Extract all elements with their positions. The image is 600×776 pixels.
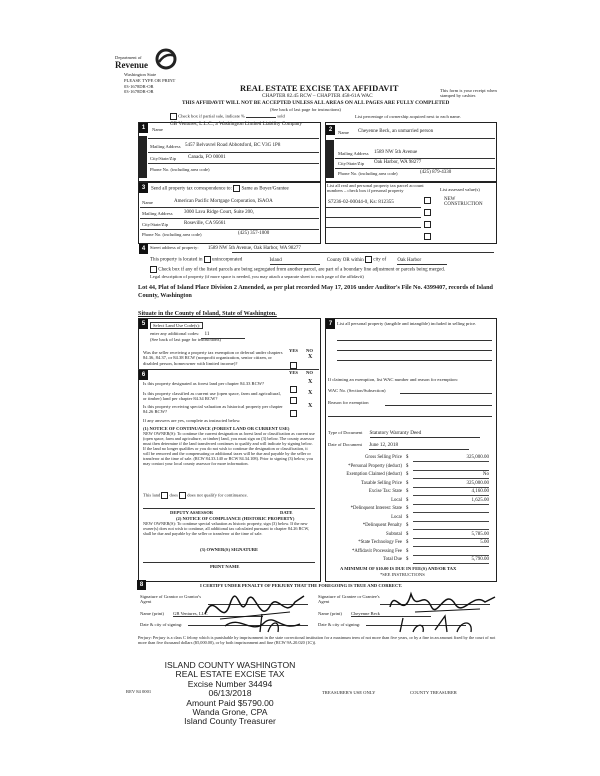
tax-row-value[interactable]: 5.00	[413, 539, 489, 547]
notice2-title: (2) NOTICE OF COMPLIANCE (HISTORIC PROPERTY)	[176, 516, 295, 521]
grantee-signature-scribble	[385, 582, 500, 637]
tax-row-label: Subtotal	[386, 531, 402, 537]
grantee-sig-label: Signature of Grantee or Grantee's Agent	[318, 594, 380, 605]
seller-vlabel: SELLER GRANTOR	[139, 136, 147, 178]
tax-row-dollar: $	[406, 463, 409, 469]
grantee-date-row: Date & city of signing:	[318, 622, 466, 627]
exemption-label: If claiming an exemption, list WAC number and reason for exemption:	[328, 377, 458, 382]
agency-name: Revenue	[115, 60, 148, 70]
grantee-name[interactable]: Cheyenne Beck	[351, 611, 431, 617]
partial-sale-checkbox[interactable]	[170, 113, 177, 120]
tax-row-value[interactable]	[413, 463, 489, 471]
q5-no-head: NO	[306, 348, 313, 353]
unincorporated-checkbox[interactable]	[204, 256, 211, 263]
q6-2-no[interactable]: X	[308, 390, 313, 396]
section-3-number: 3	[139, 183, 148, 193]
tax-row-label: *Delinquent Penalty	[362, 523, 402, 528]
property-city[interactable]: Oak Harbor	[397, 258, 447, 265]
receipt-note: This form is your receipt when stamped by cashier.	[440, 88, 497, 99]
notice2-body: NEW OWNER(S): To continue special valuation as historic property, sign (3) below. If the new owner(s) does not wish to continue, all additional tax calculated pursuant to chapter 84.26 RCW, shall be due and payable by the seller or transferor at the time of sale.	[143, 521, 310, 536]
tax-row	[328, 514, 492, 523]
segregation-checkbox[interactable]	[150, 266, 157, 273]
land-use-code[interactable]: 11	[201, 332, 245, 339]
list-pct-note: List percentage of ownership acquired next to each name.	[355, 114, 461, 119]
parcel-checkbox-2[interactable]	[424, 209, 431, 216]
land-use-select[interactable]: Select Land Use Code(s):	[150, 322, 203, 329]
tax-row-label: Excise Tax: State	[368, 489, 402, 494]
tax-row	[328, 522, 492, 531]
situate-line: Situate in the County of Island, State of Washington.	[138, 310, 277, 317]
notice1-title: (1) NOTICE OF CONTINUANCE (FOREST LAND OR CURRENT USE)	[143, 426, 290, 431]
property-county[interactable]: Island	[270, 258, 320, 265]
buyer-city[interactable]: Oak Harbor, WA 98277	[374, 160, 422, 165]
form-chapter: CHAPTER 82.45 RCW – CHAPTER 458-61A WAC	[262, 93, 373, 99]
see-instructions: *SEE INSTRUCTIONS	[380, 572, 425, 577]
tax-row-label: Total Due	[383, 557, 402, 562]
tax-row-dollar: $	[406, 514, 409, 520]
parcel-checkbox-3[interactable]	[424, 221, 431, 228]
dept-label: Department of	[115, 55, 142, 60]
grantor-signature-scribble	[200, 584, 310, 639]
tax-corr-mailing[interactable]: 3000 Lava Ridge Court, Suite 200,	[184, 210, 254, 215]
tax-row-dollar: $	[406, 497, 409, 503]
buyer-mailing[interactable]: 1589 NW 5th Avenue	[374, 150, 418, 155]
tax-row-dollar: $	[406, 540, 409, 545]
q6-1: Is this property designated as forest land per chapter 84.33 RCW?	[143, 381, 265, 386]
tax-row	[328, 548, 492, 557]
print-name-label: PRINT NAME	[210, 564, 240, 569]
see-back-header: (See back of last page for instructions)	[270, 107, 341, 112]
tax-row-dollar: $	[406, 531, 409, 537]
q6-3-yes[interactable]	[290, 404, 297, 422]
tax-row-label: Exemption Claimed (deduct)	[346, 472, 402, 477]
treasurer-stamp	[150, 661, 310, 727]
land-use-see-back: (See back of last page for instructions)	[150, 337, 221, 342]
section-8-number: 8	[137, 580, 146, 590]
stamp-line-4: 06/13/2018	[208, 688, 252, 699]
grantor-date-row: Date & city of signing:	[140, 622, 308, 627]
notice1-body: NEW OWNER(S): To continue the current designation as forest land or classification as current use (open space, farm and agriculture, or timber) land, you must sign on (3) below. The county assessor must then determine if the land transferred continues to qualify and will indicate by signing below. If the land no longer qualifies or you do not wish to continue the designation or classification, it will be removed and the compensating or additional taxes will be due and payable by the seller or transferor at the time of sale. (RCW 84.33.140 or RCW 84.34.108). Prior to signing (3) below, you may contact your local county assessor for more information.	[143, 431, 315, 466]
parcels-head: List all real and personal property tax parcel account numbers – check box if personal property	[327, 183, 424, 194]
section-2-number: 2	[326, 125, 335, 135]
assessor-date-label: DATE	[280, 510, 293, 515]
tax-row-value[interactable]: 5,785.00	[413, 531, 489, 539]
tax-row-label: *State Technology Fee	[358, 540, 402, 545]
buyer-name[interactable]: Cheyenne Beck, an unmarried person	[358, 129, 434, 134]
tax-row	[328, 505, 492, 514]
buyer-vlabel: BUYER GRANTEE	[326, 140, 334, 178]
q5-question: Was the seller receiving a property tax exemption or deferral under chapters 84.36, 84.37, or 84.38 RCW (nonprofit organization, senior citizen, or disabled person, homeowner with limited income)?	[143, 350, 283, 366]
owner-signature-label: (3) OWNER(S) SIGNATURE	[200, 547, 259, 552]
dor-logo-swoosh-icon	[155, 48, 177, 70]
tax-corr-send-row: Send all property tax correspondence to: Same as Buyer/Grantee	[151, 186, 289, 192]
q6-1-no[interactable]: X	[308, 379, 313, 385]
located-row: This property is located in unincorporated Island County OR within city of Oak Harbor	[150, 256, 447, 265]
tax-row-value[interactable]	[413, 514, 489, 522]
doc-type-row: Type of Document Statutory Warranty Deed	[328, 430, 480, 438]
tax-row	[328, 454, 492, 463]
seller-mailing[interactable]: 5457 Belvavrel Road Abbotsford, BC V3G 1P8	[185, 143, 281, 148]
section-7-number: 7	[326, 319, 335, 329]
tax-row-label: Local	[391, 497, 402, 503]
buyer-phone[interactable]: (425) 879-4330	[420, 170, 452, 175]
q5-yes-head: YES	[289, 348, 298, 353]
tax-row-value[interactable]: 325,000.00	[413, 454, 489, 462]
tax-row-label: Gross Selling Price	[364, 455, 402, 460]
q6-no-head: NO	[306, 370, 313, 375]
wac-label: WAC No. (Section/Subsection)	[328, 388, 386, 393]
same-as-buyer-checkbox[interactable]	[233, 185, 240, 192]
q6-yes-head: YES	[289, 370, 298, 375]
seller-phone-row: Phone No. (including area code)	[150, 167, 210, 172]
state-label: Washington State	[124, 72, 157, 77]
certify-line: I CERTIFY UNDER PENALTY OF PERJURY THAT THE FOREGOING IS TRUE AND CORRECT.	[200, 583, 403, 588]
tax-corr-name[interactable]: American Pacific Mortgage Corporation, ISAOA	[174, 199, 273, 204]
does-not-checkbox[interactable]	[179, 492, 186, 499]
tax-row-value[interactable]	[413, 505, 489, 513]
tax-row-dollar: $	[406, 472, 409, 477]
q6-3-no[interactable]: X	[308, 403, 313, 409]
sold-label: sold	[277, 113, 285, 119]
treasurer-use-label: TREASURER'S USE ONLY	[322, 690, 376, 695]
land-use-enter: enter any additional codes: 11	[150, 331, 245, 339]
doc-date[interactable]: June 12, 2018	[369, 443, 469, 450]
section-4-number: 4	[139, 244, 148, 254]
rev-number: REV 84 0001	[126, 689, 152, 694]
tax-row-value[interactable]: 1,625.00	[413, 497, 489, 505]
tax-row	[328, 539, 492, 548]
parcel-checkboxes	[424, 197, 431, 240]
tax-row	[328, 480, 492, 489]
tax-row	[328, 471, 492, 480]
seller-city[interactable]: Canada, FO 00001	[188, 155, 226, 160]
stamp-line-2: REAL ESTATE EXCISE TAX	[175, 669, 285, 680]
this-land-row: This land does does not qualify for continuance.	[143, 492, 248, 498]
partial-sale-row	[170, 113, 285, 120]
tax-row	[328, 497, 492, 506]
seller-name[interactable]: GB Ventures, L.L.C., a Washington Limited Liability Company	[170, 121, 302, 127]
tax-table	[328, 454, 492, 565]
form-ids: 03-1678DR-OR 03-1678DR-OR	[124, 84, 154, 95]
doc-type[interactable]: Statutory Warranty Deed	[370, 431, 480, 438]
form-warning: THIS AFFIDAVIT WILL NOT BE ACCEPTED UNLESS ALL AREAS ON ALL PAGES ARE FULLY COMPLETED	[182, 100, 450, 106]
does-checkbox[interactable]	[161, 492, 168, 499]
tax-row-label: Local	[391, 514, 402, 520]
tax-corr-phone[interactable]: (425) 357-1000	[238, 231, 270, 236]
tax-row-dollar: $	[406, 557, 409, 562]
street-row: Street address of property: 1589 NW 5th Avenue, Oak Harbor, WA 98277	[150, 245, 301, 251]
doc-date-row: Date of Document June 12, 2018	[328, 442, 469, 450]
tax-row-label: *Personal Property (deduct)	[348, 463, 402, 469]
tax-row	[328, 463, 492, 472]
grantor-name[interactable]: GB Ventures, LLC	[173, 611, 263, 617]
reason-label: Reason for exemption	[328, 400, 369, 405]
section-1-number: 1	[139, 123, 148, 133]
personal-property-label: List all personal property (tangible and intangible) included in selling price.	[337, 321, 477, 326]
perjury-note: Perjury: Perjury is a class C felony which is punishable by imprisonment in the state correctional institution for a maximum term of not more than five years, or by a fine in an amount fixed by the court of not more than five thousand dollars ($5,000.00), or by both imprisonment and fine (RCW 9A.20.020 (1C)).	[138, 635, 496, 645]
tax-corr-city[interactable]: Roseville, CA 95661	[184, 221, 226, 226]
legal-label: Legal description of property (if more space is needed, you may attach a separate sheet to each page of the affidavit)	[150, 274, 364, 279]
tax-row-value[interactable]	[413, 548, 489, 556]
tax-row-value[interactable]: 4,160.00	[413, 488, 489, 496]
grantor-sig-label: Signature of Grantor or Grantor's Agent	[140, 594, 202, 605]
tax-row-value[interactable]	[413, 522, 489, 530]
tax-row-value[interactable]: 325,000.00	[413, 480, 489, 488]
tax-row-label: *Delinquent Interest: State	[350, 506, 402, 511]
tax-row-dollar: $	[406, 523, 409, 528]
if-yes-note: If any answers are yes, complete as instructed below.	[143, 418, 241, 423]
segregation-row: Check box if any of the listed parcels are being segregated from another parcel, are part of a boundary line adjustment or parcels being merged.	[150, 266, 500, 274]
tax-row-dollar: $	[406, 480, 409, 486]
tax-row	[328, 531, 492, 540]
stamp-line-7: Island County Treasurer	[184, 716, 276, 727]
partial-sale-label: Check box if partial sale, indicate %	[178, 113, 245, 119]
q5-no-answer[interactable]: X	[308, 354, 313, 360]
section-6-number: 6	[139, 370, 148, 380]
within-city-checkbox[interactable]	[365, 256, 372, 263]
property-street[interactable]: 1589 NW 5th Avenue, Oak Harbor, WA 98277	[207, 246, 301, 251]
parcel-checkbox-1[interactable]	[424, 197, 431, 204]
q6-2: Is this property classified as current use (open space, farm and agricultural, or timber) land per chapter 84.34 RCW?	[143, 391, 281, 402]
grantor-name-row: Name (print) GB Ventures, LLC	[140, 611, 263, 617]
tax-row	[328, 488, 492, 497]
stamp-line-5: Amount Paid $5790.00	[186, 697, 274, 708]
minimum-note: A MINIMUM OF $10.00 IS DUE IN FEE(S) AND/OR TAX	[340, 566, 457, 571]
legal-description[interactable]: Lot 44, Plat of Island Place Division 2 Amended, as per plat recorded May 17, 2016 under Auditor's File No. 4399407, records of Island County, Washington	[138, 284, 493, 299]
tax-row-value[interactable]: 5,790.00	[413, 556, 489, 564]
tax-row-dollar: $	[406, 489, 409, 494]
section-5-number: 5	[139, 319, 148, 329]
tax-row-dollar: $	[406, 506, 409, 511]
parcel-checkbox-4[interactable]	[424, 233, 431, 240]
assessed-value[interactable]: NEW CONSTRUCTION	[444, 197, 483, 207]
deputy-assessor-label: DEPUTY ASSESSOR	[170, 510, 214, 515]
form-title: REAL ESTATE EXCISE TAX AFFIDAVIT	[240, 83, 399, 93]
please-type: PLEASE TYPE OR PRINT	[124, 78, 176, 83]
tax-row-dollar: $	[406, 455, 409, 460]
tax-row	[328, 556, 492, 565]
q6-3: Is this property receiving special valuation as historical property per chapter 84.26 RCW?	[143, 404, 283, 415]
tax-row-dollar: $	[406, 548, 409, 554]
grantee-name-row: Name (print) Cheyenne Beck	[318, 611, 431, 617]
stamp-line-3: Excise Number 34494	[187, 678, 273, 689]
county-treasurer-label: COUNTY TREASURER	[410, 690, 457, 695]
tax-row-value[interactable]: No	[413, 471, 489, 479]
assessed-head: List assessed value(s)	[440, 187, 480, 192]
stamp-line-6: Wanda Grone, CPA	[192, 707, 268, 718]
tax-row-label: Taxable Selling Price	[361, 480, 402, 486]
parcel-number[interactable]: S7236-02-00044-0, Ks: 812355	[328, 199, 394, 205]
tax-row-label: *Affidavit Processing Fee	[351, 548, 402, 554]
stamp-line-1: ISLAND COUNTY WASHINGTON	[164, 660, 296, 670]
